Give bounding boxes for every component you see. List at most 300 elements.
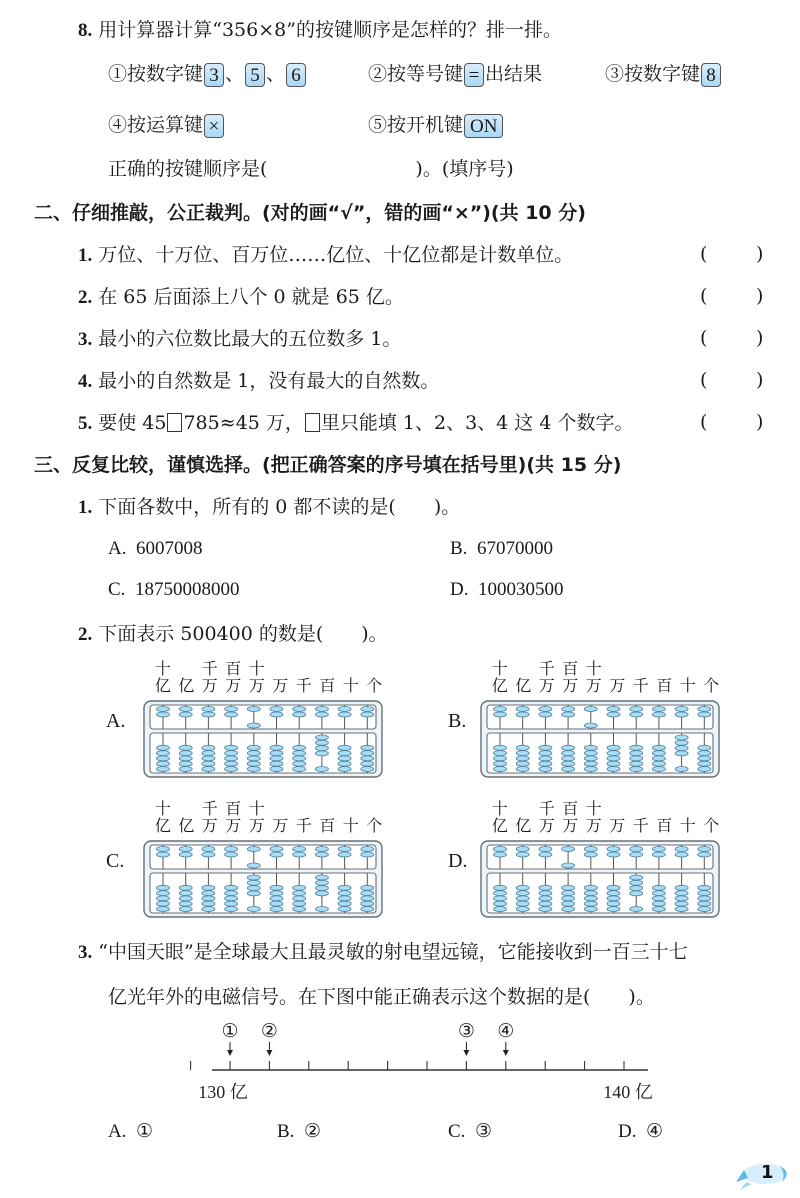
item-text: 万位、十万位、百万位……亿位、十亿位都是计数单位。 xyxy=(98,244,574,266)
key-on: ON xyxy=(464,114,503,138)
abacus-bead xyxy=(202,901,215,906)
abacus-bead xyxy=(202,847,215,852)
abacus-bead xyxy=(539,847,552,852)
abacus-bead xyxy=(338,767,351,772)
abacus-bead xyxy=(270,891,283,896)
abacus-bead xyxy=(584,767,597,772)
marker-symbol: ③ xyxy=(457,1021,475,1042)
abacus-bead xyxy=(293,751,306,756)
abacus-bead xyxy=(361,767,374,772)
abacus-bead xyxy=(247,847,260,852)
judgment-item xyxy=(78,243,573,268)
abacus-bead xyxy=(584,907,597,912)
option-label: A. xyxy=(108,538,127,559)
abacus-bead xyxy=(630,907,643,912)
column-label-top xyxy=(292,660,316,677)
abacus-bead xyxy=(315,891,328,896)
abacus-bead xyxy=(247,886,260,891)
abacus-bead xyxy=(179,852,192,857)
abacus-bead xyxy=(652,907,665,912)
abacus-bead xyxy=(179,847,192,852)
column-label-top xyxy=(653,800,677,817)
q-text-line2: 亿光年外的电磁信号。在下图中能正确表示这个数据的是( )。 xyxy=(108,986,655,1008)
abacus-bead xyxy=(516,712,529,717)
q8-step4 xyxy=(108,113,225,138)
item-number: 3. xyxy=(78,329,93,350)
abacus-bead xyxy=(516,751,529,756)
abacus-bead xyxy=(494,751,507,756)
column-label-top xyxy=(269,800,293,817)
abacus-bead xyxy=(607,852,620,857)
s3-q1-option-c[interactable] xyxy=(108,579,239,601)
column-label-top xyxy=(629,660,653,677)
answer-paren-open: ( xyxy=(700,411,708,433)
option-label: B. xyxy=(277,1121,295,1142)
item-text: 最小的自然数是 1，没有最大的自然数。 xyxy=(98,370,440,392)
abacus-bead xyxy=(539,901,552,906)
abacus-bead xyxy=(675,707,688,712)
column-label-top xyxy=(653,660,677,677)
abacus-bead xyxy=(494,767,507,772)
column-label: 千 xyxy=(295,816,312,835)
abacus-bead xyxy=(630,891,643,896)
option-value: ④ xyxy=(645,1121,664,1142)
abacus-bead xyxy=(270,767,283,772)
step4-label: ④按运算键 xyxy=(108,114,204,136)
abacus-bead xyxy=(202,707,215,712)
abacus-bead xyxy=(361,751,374,756)
abacus-bead xyxy=(361,901,374,906)
abacus-bead xyxy=(157,767,170,772)
abacus-bead xyxy=(157,756,170,761)
abacus-bead xyxy=(698,745,711,750)
abacus-bead xyxy=(270,745,283,750)
abacus-bead xyxy=(361,761,374,766)
abacus-bead xyxy=(361,712,374,717)
abacus[interactable] xyxy=(143,700,383,778)
abacus-bead xyxy=(516,907,529,912)
abacus-bead xyxy=(157,896,170,901)
answer-blank[interactable] xyxy=(712,411,752,435)
option-value: ② xyxy=(303,1121,321,1142)
abacus-bead xyxy=(293,712,306,717)
abacus-bead xyxy=(607,751,620,756)
abacus-bead xyxy=(225,896,238,901)
abacus-bead xyxy=(562,891,575,896)
section3-title: 三、反复比较，谨慎选择。(把正确答案的序号填在括号里)(共 15 分) xyxy=(34,454,622,476)
item-text: 在 65 后面添上八个 0 就是 65 亿。 xyxy=(98,286,404,308)
abacus-bead xyxy=(202,745,215,750)
abacus-column-labels xyxy=(151,817,386,834)
q8-step2 xyxy=(368,62,542,87)
abacus-bead xyxy=(338,707,351,712)
answer-blank[interactable] xyxy=(712,369,752,393)
abacus-bead xyxy=(157,751,170,756)
abacus-option-label[interactable]: C. xyxy=(106,850,125,872)
column-label-top: 千 xyxy=(538,659,555,678)
abacus-column-labels xyxy=(151,677,386,694)
item-text-b: 785≈45 万， xyxy=(183,412,304,434)
abacus-bead xyxy=(225,707,238,712)
abacus-bead xyxy=(338,907,351,912)
page-number-badge xyxy=(732,1160,794,1192)
abacus-bead xyxy=(179,891,192,896)
abacus-bead xyxy=(494,907,507,912)
item-number: 2. xyxy=(78,287,93,308)
option-label: B. xyxy=(450,538,468,559)
abacus-bead xyxy=(652,712,665,717)
abacus[interactable] xyxy=(480,700,720,778)
abacus-bead xyxy=(179,885,192,890)
abacus-bead xyxy=(607,756,620,761)
abacus-bead xyxy=(247,723,260,728)
abacus-bead xyxy=(270,707,283,712)
abacus-bead xyxy=(516,896,529,901)
abacus-bead xyxy=(698,896,711,901)
abacus-bead xyxy=(630,767,643,772)
column-label-top xyxy=(339,660,363,677)
abacus-bead xyxy=(270,852,283,857)
abacus-bead xyxy=(315,852,328,857)
abacus-bead xyxy=(247,756,260,761)
abacus-bead xyxy=(698,707,711,712)
column-label-top xyxy=(339,800,363,817)
judgment-item xyxy=(78,285,404,310)
abacus-bead xyxy=(315,740,328,745)
abacus-bead xyxy=(698,751,711,756)
column-label: 万 xyxy=(272,816,289,835)
abacus-bead xyxy=(202,907,215,912)
abacus-bead xyxy=(584,901,597,906)
start-label: 130 亿 xyxy=(198,1082,248,1102)
s3-q3-option-b[interactable] xyxy=(277,1120,321,1143)
abacus-bead xyxy=(539,756,552,761)
step2-label: ②按等号键 xyxy=(368,63,464,85)
abacus-bead xyxy=(293,745,306,750)
abacus-bead xyxy=(516,847,529,852)
abacus-bead xyxy=(652,891,665,896)
column-label-top: 十 xyxy=(248,659,265,678)
abacus[interactable] xyxy=(143,840,383,918)
abacus-bead xyxy=(293,756,306,761)
abacus-bead xyxy=(361,885,374,890)
step3-label: ③按数字键 xyxy=(605,63,701,85)
abacus-bead xyxy=(516,901,529,906)
abacus-bead xyxy=(293,901,306,906)
answer-paren-open: ( xyxy=(700,327,708,349)
column-label-top xyxy=(316,800,340,817)
column-label: 千 xyxy=(295,676,312,695)
column-label: 亿 xyxy=(154,676,171,695)
abacus-bead xyxy=(247,745,260,750)
column-label: 亿 xyxy=(178,816,195,835)
abacus-bead xyxy=(157,891,170,896)
abacus-bead xyxy=(494,745,507,750)
abacus-bead xyxy=(630,847,643,852)
column-label-top: 十 xyxy=(491,799,508,818)
abacus-bead xyxy=(338,751,351,756)
abacus-bead xyxy=(494,852,507,857)
abacus-option-label[interactable]: B. xyxy=(448,710,467,732)
abacus-bead xyxy=(202,891,215,896)
abacus-bead xyxy=(315,707,328,712)
abacus-bead xyxy=(293,885,306,890)
q8-prompt xyxy=(78,18,562,43)
abacus-bead xyxy=(698,901,711,906)
abacus-bead xyxy=(270,901,283,906)
abacus-bead xyxy=(338,891,351,896)
abacus-bead xyxy=(315,735,328,740)
answer-paren-close: ) xyxy=(756,411,764,433)
abacus-bead xyxy=(179,712,192,717)
abacus-column-labels xyxy=(488,817,723,834)
abacus-bead xyxy=(698,891,711,896)
abacus-bead xyxy=(338,756,351,761)
abacus-bead xyxy=(202,756,215,761)
abacus-bead xyxy=(607,901,620,906)
abacus-bead xyxy=(516,761,529,766)
abacus-bead xyxy=(562,907,575,912)
answer-paren-close: ) xyxy=(756,285,764,307)
column-label: 亿 xyxy=(491,676,508,695)
abacus-column-labels-top xyxy=(151,660,386,677)
abacus-bead xyxy=(675,852,688,857)
abacus-bead xyxy=(338,847,351,852)
abacus-bead xyxy=(338,852,351,857)
abacus-bead xyxy=(338,761,351,766)
abacus-bead xyxy=(516,885,529,890)
abacus-bead xyxy=(315,907,328,912)
column-label-top: 十 xyxy=(248,799,265,818)
abacus-bead xyxy=(652,885,665,890)
column-label: 百 xyxy=(319,676,336,695)
abacus-bead xyxy=(652,901,665,906)
abacus-bead xyxy=(270,885,283,890)
abacus-bead xyxy=(562,745,575,750)
abacus-bead xyxy=(630,880,643,885)
q8-text: 用计算器计算“356×8”的按键顺序是怎样的？排一排。 xyxy=(98,19,562,41)
q8-answer-line xyxy=(108,157,514,181)
abacus-bead xyxy=(516,745,529,750)
column-label: 百 xyxy=(656,676,673,695)
column-label-top xyxy=(606,800,630,817)
marker-arrowhead-icon xyxy=(266,1050,272,1056)
abacus-bead xyxy=(675,896,688,901)
column-label: 万 xyxy=(201,676,218,695)
column-label: 万 xyxy=(248,676,265,695)
abacus-bead xyxy=(652,896,665,901)
abacus-bead xyxy=(202,767,215,772)
abacus-bead xyxy=(361,707,374,712)
marker-arrowhead-icon xyxy=(463,1050,469,1056)
abacus-bead xyxy=(630,761,643,766)
abacus-bead xyxy=(516,707,529,712)
column-label: 亿 xyxy=(178,676,195,695)
column-label-top: 百 xyxy=(562,659,579,678)
abacus-bead xyxy=(270,756,283,761)
abacus-bead xyxy=(584,885,597,890)
s3-q1-option-b[interactable] xyxy=(450,538,553,560)
abacus-bead xyxy=(494,712,507,717)
abacus-bead xyxy=(225,751,238,756)
column-label-top: 千 xyxy=(538,799,555,818)
abacus-bead xyxy=(270,712,283,717)
abacus-bead xyxy=(315,880,328,885)
answer-suffix: )。(填序号) xyxy=(415,158,514,180)
column-label-top xyxy=(269,660,293,677)
column-label-top xyxy=(175,800,199,817)
s3-q3-option-d[interactable] xyxy=(618,1120,663,1143)
q-number: 1. xyxy=(78,497,93,518)
item-text: 最小的六位数比最大的五位数多 1。 xyxy=(98,328,402,350)
abacus-bead xyxy=(675,767,688,772)
abacus-bead xyxy=(652,847,665,852)
step2-suffix: 出结果 xyxy=(485,63,543,85)
item-number: 1. xyxy=(78,245,93,266)
s3-q1-option-a[interactable] xyxy=(108,538,202,560)
abacus-bead xyxy=(157,852,170,857)
abacus-bead xyxy=(698,756,711,761)
abacus-bead xyxy=(562,761,575,766)
abacus-bead xyxy=(247,751,260,756)
abacus-bead xyxy=(607,712,620,717)
column-label: 亿 xyxy=(154,816,171,835)
column-label-top: 十 xyxy=(585,659,602,678)
abacus-bead xyxy=(338,712,351,717)
column-label: 万 xyxy=(538,676,555,695)
abacus-bead xyxy=(361,852,374,857)
column-label-top: 十 xyxy=(491,659,508,678)
s3-q3-option-c[interactable] xyxy=(448,1120,492,1143)
abacus-bead xyxy=(202,751,215,756)
key-5: 5 xyxy=(245,63,265,87)
column-label: 千 xyxy=(632,816,649,835)
column-label: 千 xyxy=(632,676,649,695)
abacus-bead xyxy=(652,751,665,756)
column-label: 万 xyxy=(201,816,218,835)
abacus-bead xyxy=(539,707,552,712)
separator: 、 xyxy=(266,63,286,85)
abacus-bead xyxy=(675,735,688,740)
abacus-bead xyxy=(584,891,597,896)
key-3: 3 xyxy=(204,63,224,87)
key-multiply: × xyxy=(204,114,224,138)
column-label: 个 xyxy=(366,676,383,695)
abacus-bead xyxy=(293,847,306,852)
abacus-bead xyxy=(494,891,507,896)
s3-q1-option-d[interactable] xyxy=(450,579,563,601)
abacus-option-label[interactable]: D. xyxy=(448,850,468,872)
abacus-bead xyxy=(225,756,238,761)
marker-symbol: ① xyxy=(221,1021,239,1042)
section2-title: 二、仔细推敲，公正裁判。(对的画“√”，错的画“×”)(共 10 分) xyxy=(34,202,586,224)
answer-blank[interactable] xyxy=(712,327,752,351)
judgment-item xyxy=(78,327,401,352)
abacus-bead xyxy=(225,712,238,717)
step5-label: ⑤按开机键 xyxy=(368,114,464,136)
abacus-bead xyxy=(698,712,711,717)
abacus-bead xyxy=(607,767,620,772)
abacus-bead xyxy=(675,740,688,745)
judgment-item xyxy=(78,369,439,394)
abacus-bead xyxy=(179,751,192,756)
abacus-bead xyxy=(361,907,374,912)
s3-q3-line2 xyxy=(108,985,655,1009)
abacus-bead xyxy=(179,901,192,906)
abacus-bead xyxy=(338,885,351,890)
abacus-bead xyxy=(293,852,306,857)
answer-blank[interactable] xyxy=(712,285,752,309)
abacus-bead xyxy=(225,852,238,857)
abacus-bead xyxy=(652,767,665,772)
abacus[interactable] xyxy=(480,840,720,918)
abacus-bead xyxy=(630,886,643,891)
q-number: 3. xyxy=(78,942,93,963)
column-label: 百 xyxy=(319,816,336,835)
abacus-bead xyxy=(539,767,552,772)
abacus-bead xyxy=(202,885,215,890)
abacus-bead xyxy=(698,852,711,857)
abacus-bead xyxy=(225,891,238,896)
abacus-bead xyxy=(338,745,351,750)
abacus-bead xyxy=(157,707,170,712)
abacus-bead xyxy=(584,896,597,901)
abacus-bead xyxy=(247,907,260,912)
column-label-top xyxy=(606,660,630,677)
abacus-bead xyxy=(675,847,688,852)
abacus-bead xyxy=(157,907,170,912)
abacus-bead xyxy=(315,847,328,852)
key-6: 6 xyxy=(286,63,306,87)
answer-paren-open: ( xyxy=(700,285,708,307)
option-label: D. xyxy=(450,579,469,600)
abacus-bead xyxy=(584,707,597,712)
blank-box-icon xyxy=(305,413,320,432)
abacus-bead xyxy=(630,875,643,880)
column-label-top xyxy=(676,660,700,677)
abacus-bead xyxy=(315,767,328,772)
abacus-bead xyxy=(315,886,328,891)
blank-box-icon xyxy=(167,413,182,432)
abacus-bead xyxy=(293,707,306,712)
abacus-bead xyxy=(361,896,374,901)
abacus-bead xyxy=(293,767,306,772)
abacus-bead xyxy=(698,847,711,852)
abacus-bead xyxy=(516,891,529,896)
separator: 、 xyxy=(225,63,245,85)
abacus-bead xyxy=(270,847,283,852)
q-text-line1: “中国天眼”是全球最大且最灵敏的射电望远镜，它能接收到一百三十七 xyxy=(98,941,688,963)
answer-blank[interactable] xyxy=(712,243,752,267)
s3-q3-option-a[interactable] xyxy=(108,1120,153,1143)
column-label: 万 xyxy=(225,676,242,695)
column-label-top: 千 xyxy=(201,659,218,678)
abacus-bead xyxy=(494,707,507,712)
column-label-top xyxy=(512,800,536,817)
abacus-bead xyxy=(225,847,238,852)
abacus-bead xyxy=(179,745,192,750)
abacus-bead xyxy=(562,756,575,761)
q8-step1 xyxy=(108,62,307,87)
abacus-bead xyxy=(562,751,575,756)
abacus-bead xyxy=(652,745,665,750)
marker-symbol: ④ xyxy=(497,1021,515,1042)
abacus-option-label[interactable]: A. xyxy=(106,710,126,732)
abacus-bead xyxy=(225,901,238,906)
item-text-c: 里只能填 1、2、3、4 这 4 个数字。 xyxy=(320,412,634,434)
column-label: 个 xyxy=(703,676,720,695)
abacus-bead xyxy=(494,756,507,761)
